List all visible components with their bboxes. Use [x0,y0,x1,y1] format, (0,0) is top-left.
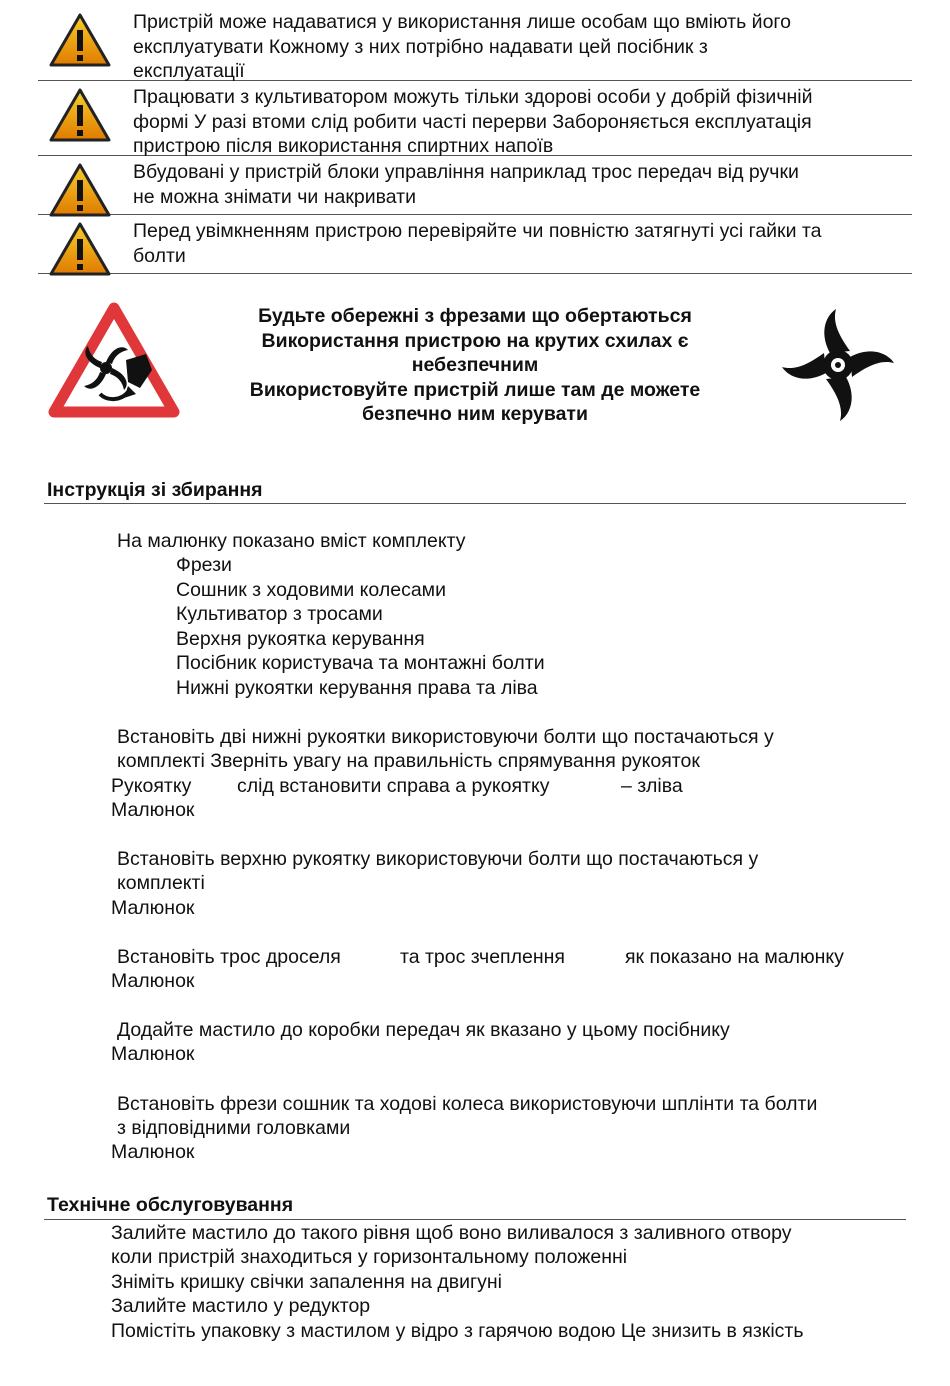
section-divider [44,1219,906,1220]
section-divider [44,503,906,504]
step-text: слід встановити справа а рукоятку [237,775,550,797]
warning-row [38,215,912,274]
rotating-tines-notice [0,302,950,432]
maintenance-line: Залийте мастило у редуктор [111,1295,371,1317]
maintenance-line: Помістіть упаковку з мастилом у відро з гарячою водою Це знизить в язкість [111,1320,804,1342]
kit-item: Нижні рукоятки керування права та ліва [176,677,538,699]
rotating-blade-hazard-icon [48,302,180,420]
assembly-section-title: Інструкція зі збирання [47,479,263,501]
step-text: з відповідними головками [117,1117,351,1139]
warning-triangle-icon [48,87,112,143]
step-text: Встановіть верхню рукоятку використовуючи болти що постачаються у [117,848,759,870]
kit-item: Посібник користувача та монтажні болти [176,652,545,674]
figure-label: Малюнок [111,1141,195,1163]
rotating-tine-icon [776,306,900,424]
step-text: комплекті [117,872,205,894]
kit-item: Фрези [176,554,232,576]
figure-label: Малюнок [111,1043,195,1065]
step-text: Встановіть трос дроселя [117,946,341,968]
step-text: – зліва [621,775,683,797]
figure-label: Малюнок [111,897,195,919]
step-text: Встановіть дві нижні рукоятки використовуючи болти що постачаються у [117,726,774,748]
warning-triangle-icon [48,221,112,277]
step-text: комплекті Зверніть увагу на правильність спрямування рукояток [117,750,700,772]
step-text: Встановіть фрези сошник та ходові колеса використовуючи шплінти та болти [117,1093,818,1115]
step-text: Додайте мастило до коробки передач як вказано у цьому посібнику [117,1019,730,1041]
warning-row [38,6,912,81]
maintenance-section-title: Технічне обслуговування [47,1194,294,1216]
warning-table [38,6,912,274]
kit-item: Сошник з ходовими колесами [176,579,446,601]
warning-text: Пристрій може надаватися у використання лише особам що вміють його експлуатувати Кожному з них потрібно надавати цей посібник з експлуатації [133,11,791,82]
maintenance-line: Залийте мастило до такого рівня щоб воно виливалося з заливного отвору [111,1222,792,1244]
danger-text: Будьте обережні з фрезами що обертаються Використання пристрою на крутих схилах є небезпечним Використовуйте пристрій лише там де можете безпечно ним керувати [249,305,701,425]
maintenance-line: коли пристрій знаходиться у горизонтальному положенні [111,1246,628,1268]
warning-row [38,156,912,215]
step-text: Рукоятку [111,775,192,797]
maintenance-line: Зніміть кришку свічки запалення на двигуні [111,1271,502,1293]
warning-triangle-icon [48,12,112,68]
figure-label: Малюнок [111,799,195,821]
step-text: та трос зчеплення [400,946,565,968]
warning-text: Вбудовані у пристрій блоки управління наприклад трос передач від ручки не можна знімати чи накривати [133,161,799,208]
kit-intro: На малюнку показано вміст комплекту [117,530,466,552]
warning-triangle-icon [48,162,112,218]
warning-row [38,81,912,156]
figure-label: Малюнок [111,970,195,992]
kit-item: Культиватор з тросами [176,603,383,625]
step-text: як показано на малюнку [625,946,844,968]
kit-item: Верхня рукоятка керування [176,628,425,650]
warning-text: Перед увімкненням пристрою перевіряйте чи повністю затягнуті усі гайки та болти [133,220,822,267]
warning-text: Працювати з культиватором можуть тільки здорові особи у добрій фізичній формі У разі втоми слід робити часті перерви Забороняється експлуатація пристрою після використання спиртних напоїв [133,86,813,157]
